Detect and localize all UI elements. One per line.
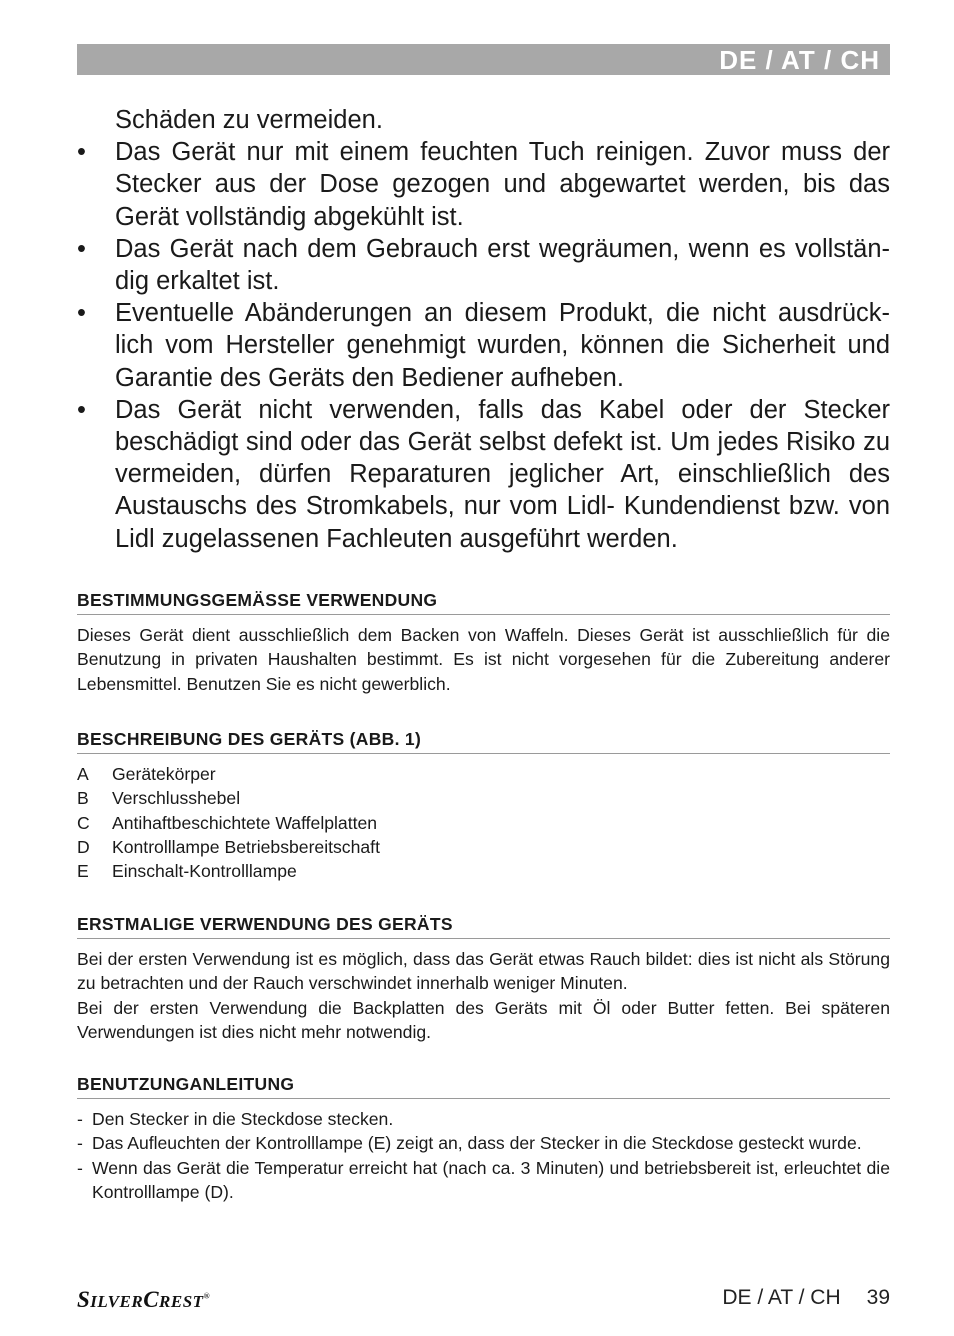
section-body: Bei der ersten Verwendung die Backplatten des Geräts mit Öl oder Butter fetten. Bei späteren Verwendungen ist dies nicht mehr notwendig. bbox=[77, 997, 890, 1042]
list-item: C Antihaftbeschichtete Waffelplatten bbox=[77, 812, 378, 833]
list-item: B Verschlusshebel bbox=[77, 788, 241, 809]
list-item: - Wenn das Gerät die Temperatur erreicht hat (nach ca. 3 Minuten) und betriebsbereit ist, erleuchtet die Kontrolllampe (D). bbox=[77, 1157, 890, 1202]
section-body: Bei der ersten Verwendung ist es möglich, dass das Gerät etwas Rauch bildet: dies ist nicht als Störung zu betrachten und der Rauch verschwindet innerhalb weniger Minuten. bbox=[77, 949, 890, 994]
section-description bbox=[77, 729, 890, 883]
brand-logo: SILVERCREST® bbox=[77, 1287, 211, 1312]
section-title: BENUTZUNGANLEITUNG bbox=[77, 1074, 890, 1099]
header-bar bbox=[77, 44, 890, 75]
list-item: A Gerätekörper bbox=[77, 764, 216, 784]
section-title: BESCHREIBUNG DES GERÄTS (ABB. 1) bbox=[77, 729, 890, 754]
bullet-dot: • bbox=[77, 395, 86, 424]
list-item: D Kontrolllampe Betriebsbereitschaft bbox=[77, 836, 380, 857]
bullet-dot: • bbox=[77, 234, 86, 263]
section-title: ERSTMALIGE VERWENDUNG DES GERÄTS bbox=[77, 914, 890, 939]
bullet-item: • Das Gerät nur mit einem feuchten Tuch reinigen. Zuvor muss der Stecker aus der Dose gezogen und abgewartet werden, bis das Gerät vollständig abgekühlt ist. bbox=[77, 138, 890, 231]
bullet-item: • Das Gerät nach dem Gebrauch erst wegräumen, wenn es vollstän-dig erkaltet ist. bbox=[77, 234, 890, 296]
section-first-use bbox=[77, 914, 890, 1044]
section-intended-use bbox=[77, 590, 890, 696]
section-body: Dieses Gerät dient ausschließlich dem Backen von Waffeln. Dieses Gerät ist ausschließlich für die Benutzung in privaten Haushalten bestimmt. Es ist nicht vorgesehen für die Zubereitung anderer Lebensmittel. Benutzen Sie es nicht gewerblich. bbox=[77, 625, 890, 694]
page-number: 39 bbox=[866, 1286, 890, 1309]
bullet-dot: • bbox=[77, 138, 86, 167]
list-item: - Das Aufleuchten der Kontrolllampe (E) zeigt an, dass der Stecker in die Steckdose gesteckt wurde. bbox=[77, 1133, 862, 1154]
list-item: E Einschalt-Kontrolllampe bbox=[77, 861, 297, 882]
safety-instructions bbox=[77, 104, 890, 555]
bullet-item: • Eventuelle Abänderungen an diesem Produkt, die nicht ausdrück-lich vom Hersteller genehmigt wurden, können die Sicherheit und Garantie des Geräts den Bediener aufheben. bbox=[77, 299, 890, 392]
footer-region-label: DE / AT / CH bbox=[722, 1286, 841, 1309]
bullet-dot: • bbox=[77, 299, 86, 328]
section-usage bbox=[77, 1074, 890, 1204]
page-footer bbox=[722, 1286, 890, 1310]
list-item: - Den Stecker in die Steckdose stecken. bbox=[77, 1109, 394, 1129]
bullet-item: • Das Gerät nicht verwenden, falls das Kabel oder der Stecker beschädigt sind oder das Gerät selbst defekt ist. Um jedes Risiko zu vermeiden, dürfen Reparaturen jeglicher Art, einschließlich des Austauschs des Stromkabels, nur vom Lidl- Kundendienst bzw. von Lidl zugelassenen Fachleuten ausgeführt werden. bbox=[77, 395, 890, 553]
section-title: BESTIMMUNGSGEMÄSSE VERWENDUNG bbox=[77, 590, 890, 615]
intro-continuation: Schäden zu vermeiden. bbox=[115, 106, 383, 134]
header-region-label: DE / AT / CH bbox=[719, 45, 880, 75]
